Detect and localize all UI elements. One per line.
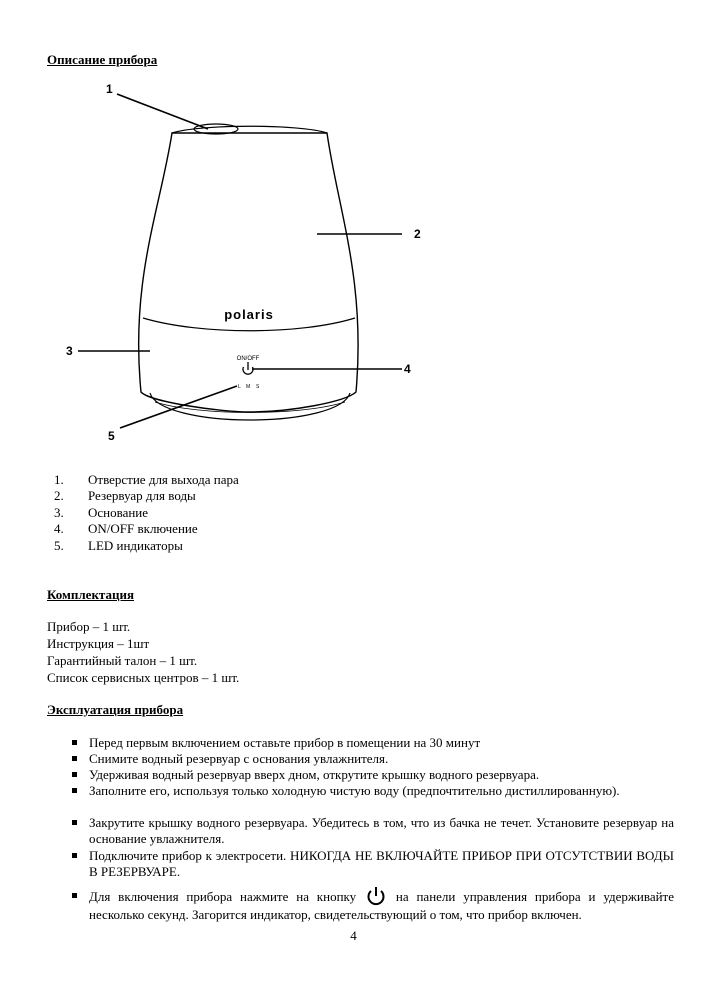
list-item: Список сервисных центров – 1 шт. — [47, 670, 240, 685]
list-item: 4. ON/OFF включение — [54, 521, 198, 537]
callout-3: 3 — [66, 344, 73, 358]
power-icon — [366, 885, 386, 907]
list-item: Гарантийный талон – 1 шт. — [47, 653, 198, 668]
list-item: Снимите водный резервуар с основания увлажнителя. — [72, 751, 674, 767]
list-item: Перед первым включением оставьте прибор в помещении на 30 минут — [72, 735, 674, 751]
led-label-l: L — [238, 384, 241, 390]
section-title-operation: Эксплуатация прибора — [47, 702, 184, 717]
power-icon — [243, 362, 253, 374]
callout-1: 1 — [106, 82, 113, 96]
page-number: 4 — [350, 928, 357, 943]
section-title-package: Комплектация — [47, 587, 134, 602]
callout-5: 5 — [108, 429, 115, 443]
humidifier-body-outline — [139, 133, 359, 412]
callout-4: 4 — [404, 362, 411, 376]
list-item: 2. Резервуар для воды — [54, 488, 196, 504]
humidifier-diagram — [0, 0, 707, 460]
section-title-description: Описание прибора — [47, 52, 158, 67]
list-item: Закрутите крышку водного резервуара. Убедитесь в том, что из бачка не течет. Установите резервуар на основание увлажнителя. — [72, 815, 674, 846]
led-label-m: M — [246, 384, 251, 390]
package-contents — [47, 618, 239, 686]
list-item: 3. Основание — [54, 504, 149, 520]
list-item: 5. LED индикаторы — [54, 537, 183, 553]
power-button-label: ON/OFF — [236, 356, 260, 362]
parts-list — [54, 472, 239, 554]
brand-logo: polaris — [224, 307, 274, 322]
list-item: Удерживая водный резервуар вверх дном, открутите крышку водного резервуара. — [72, 767, 674, 783]
list-item: Для включения прибора нажмите на кнопку на панели управления прибора и удерживайте несколько секунд. Загорится индикатор, свидетельствующий о том, что прибор включен. — [72, 885, 674, 923]
callout-2: 2 — [414, 227, 421, 241]
list-item: Инструкция – 1шт — [47, 636, 150, 651]
list-item: Подключите прибор к электросети. НИКОГДА НЕ ВКЛЮЧАЙТЕ ПРИБОР ПРИ ОТСУТСТВИИ ВОДЫ В РЕЗЕРВУАРЕ. — [72, 848, 674, 879]
list-item: 1. Отверстие для выхода пара — [54, 472, 239, 487]
led-label-s: S — [256, 384, 260, 390]
list-item: Прибор – 1 шт. — [47, 619, 131, 634]
list-item: Заполните его, используя только холодную чистую воду (предпочтительно дистиллированную). — [72, 783, 674, 799]
